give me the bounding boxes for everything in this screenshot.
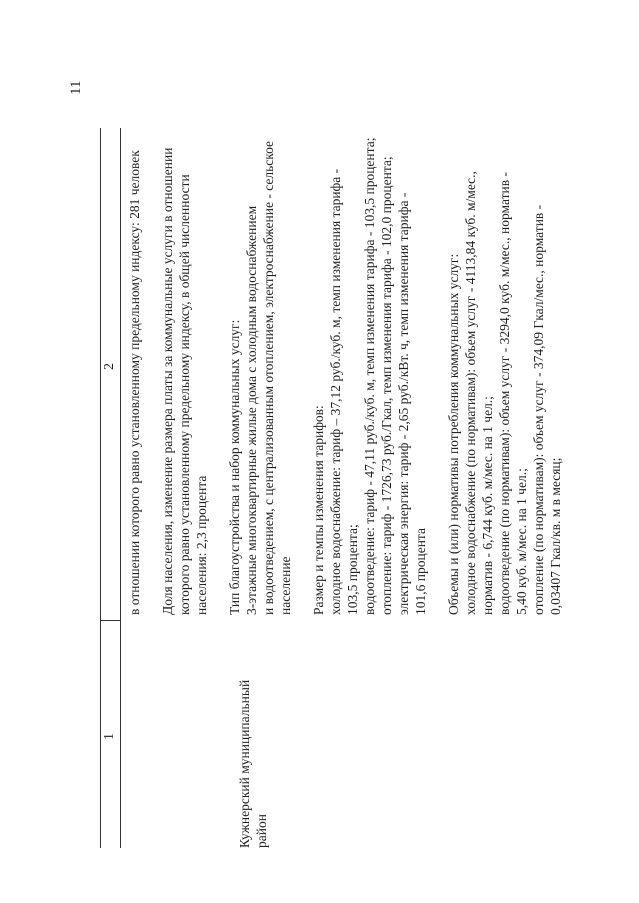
header-rule-top [100, 128, 101, 848]
text-line: холодное водоснабжение (по нормативам): объем услуг - 4113,84 куб. м/мес., [463, 171, 478, 615]
text-line: население [278, 556, 293, 615]
text-line: норматив - 6,744 куб. м/мес. на 1 чел.; [480, 396, 495, 615]
header-rule-bottom [120, 128, 121, 848]
text-line: Тип благоустройства и набор коммунальных услуг: [227, 319, 242, 615]
paragraph [445, 135, 564, 615]
paragraph [126, 135, 143, 615]
text-line: электрическая энергия: тариф - 2,65 руб./кВт. ч, темп изменения тарифа - [396, 192, 411, 615]
text-line: Доля населения, изменение размера платы за коммунальные услуги в отношении [160, 147, 175, 615]
text-line: в отношении которого равно установленному предельному индексу: 281 человек [127, 150, 142, 615]
text-line: водоотведение: тариф - 47,11 руб./куб. м, темп изменения тарифа - 103,5 процента; [362, 137, 377, 615]
column-divider [100, 620, 120, 621]
text-line: и водоотведением, с централизованным отоплением, электроснабжение - сельское [261, 140, 276, 615]
text-line: населения: 2,3 процента [194, 475, 209, 615]
text-line: холодное водоснабжение: тариф – 37,12 руб./куб. м, темп изменения тарифа - [328, 168, 343, 615]
column-number-2: 2 [102, 363, 117, 370]
page-number: 11 [68, 80, 84, 95]
text-line: 103,5 процента; [345, 524, 360, 615]
paragraph [310, 135, 429, 615]
text-line: которого равно установленному предельному индексу, в общей численности [177, 174, 192, 615]
text-line: 3-этажные многоквартирные жилые дома с холодным водоснабжением [244, 205, 259, 615]
paragraph [226, 135, 294, 615]
paragraph [159, 135, 210, 615]
text-line: 0,03407 Гкал/кв. м в месяц; [548, 457, 563, 615]
text-line: 101,6 процента [413, 528, 428, 615]
text-line: отопление: тариф - 1726,73 руб./Гкал, темп изменения тарифа - 102,0 процента; [379, 156, 394, 615]
text-line: отопление (по нормативам): объем услуг - 374,09 Гкал/мес., норматив - [531, 204, 546, 615]
content-column [126, 135, 580, 615]
region-name: Кужнерский муниципальный район [237, 679, 269, 848]
text-line: Объемы и (или) нормативы потребления коммунальных услуг: [446, 253, 461, 615]
text-line: водоотведение (по нормативам): объем услуг - 3294,0 куб. м/мес., норматив - [497, 172, 512, 615]
text-line: Размер и темпы изменения тарифов: [311, 405, 326, 615]
text-line: 5,40 куб. м/мес. на 1 чел.; [514, 468, 529, 615]
column-number-1: 1 [102, 733, 117, 740]
